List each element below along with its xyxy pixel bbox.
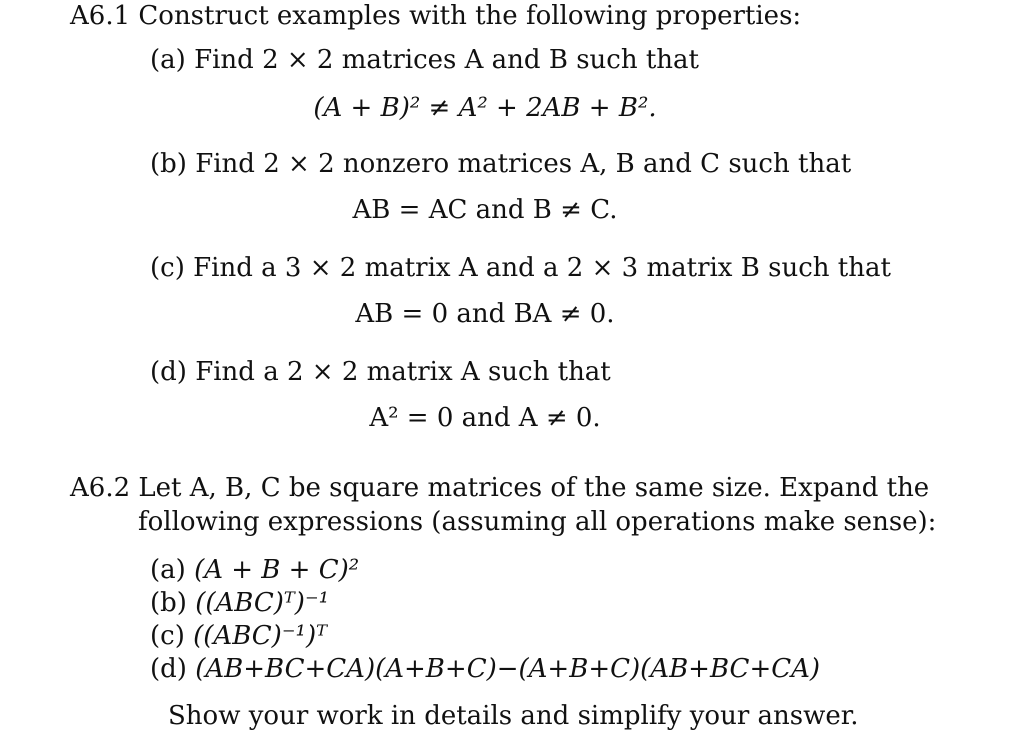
part-text: Find 2 × 2 nonzero matrices A, B and C such that [195,149,852,179]
expr-a [150,554,359,586]
part-label: (b) [150,588,187,618]
problem-number: A6.2 [70,473,131,503]
equation: AB = AC and B ≠ C. [352,195,618,225]
problem-intro-line1: Let A, B, C be square matrices of the same size. Expand the [138,473,930,503]
part-c-equation [330,298,640,330]
part-b-statement [150,148,851,180]
part-label: (c) [150,621,185,651]
problem-a62-intro-line2 [138,506,936,538]
part-label: (d) [150,654,187,684]
part-c-statement [150,252,891,284]
problem-a61-heading [70,0,801,32]
part-label: (d) [150,357,187,387]
expression: (AB+BC+CA)(A+B+C)−(A+B+C)(AB+BC+CA) [195,654,821,684]
equation: (A + B)² ≠ A² + 2AB + B². [313,93,657,123]
expression: ((ABC)ᵀ)⁻¹ [195,588,330,618]
part-d-equation [340,402,630,434]
problem-a62-heading [70,472,929,504]
problem-intro: Construct examples with the following properties: [138,1,802,31]
expr-c [150,620,327,652]
part-text: Find 2 × 2 matrices A and B such that [194,45,700,75]
part-a-equation [300,92,670,124]
closing-text: Show your work in details and simplify your answer. [168,701,859,731]
part-a-statement [150,44,699,76]
part-label: (a) [150,45,186,75]
part-text: Find a 2 × 2 matrix A such that [195,357,611,387]
equation: AB = 0 and BA ≠ 0. [355,299,615,329]
closing-instruction [168,700,859,732]
expression: (A + B + C)² [194,555,360,585]
problem-number: A6.1 [70,1,131,31]
expr-b [150,587,329,619]
expression: ((ABC)⁻¹)ᵀ [193,621,328,651]
equation: A² = 0 and A ≠ 0. [369,403,601,433]
part-label: (b) [150,149,187,179]
problem-intro-line2: following expressions (assuming all operations make sense): [138,507,937,537]
part-text: Find a 3 × 2 matrix A and a 2 × 3 matrix B such that [193,253,891,283]
expr-d [150,653,820,685]
part-label: (a) [150,555,186,585]
part-d-statement [150,356,611,388]
part-b-equation [330,194,640,226]
part-label: (c) [150,253,185,283]
